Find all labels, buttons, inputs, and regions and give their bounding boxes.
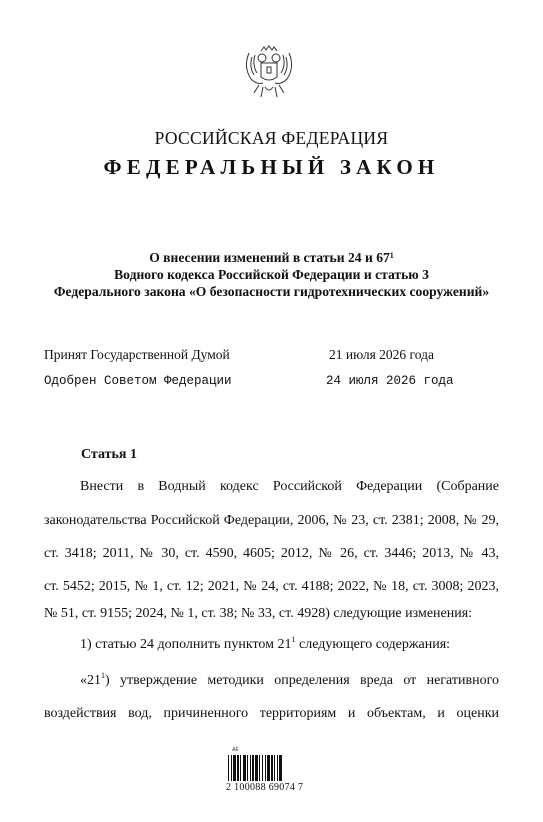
barcode-caption: АЕ <box>232 747 239 753</box>
law-title-line-3: Федерального закона «О безопасности гидротехнических сооружений» <box>53 284 490 299</box>
article-heading: Статья 1 <box>81 447 137 462</box>
quoted-clause-line-2: воздействия вод, причиненного территориям и объектам, и оценки <box>44 706 499 721</box>
item-1-text-end: следующего содержания: <box>295 637 451 652</box>
quoted-clause-line-1 <box>80 673 499 689</box>
law-title-line-1 <box>0 249 543 266</box>
article-item-1 <box>80 637 535 653</box>
law-title-superscript: 1 <box>389 251 394 260</box>
quoted-clause-number: «21 <box>80 673 101 688</box>
coat-of-arms-emblem <box>241 43 297 105</box>
item-1-text: 1) статью 24 дополнить пунктом 21 <box>80 637 292 652</box>
council-approval-date: 24 июля 2026 года <box>326 374 454 388</box>
law-title-line-2: Водного кодекса Российской Федерации и статью 3 <box>114 267 429 282</box>
law-title-line-1-text: О внесении изменений в статьи 24 и 67 <box>149 250 390 265</box>
article-paragraph-line: № 51, ст. 9155; 2024, № 1, ст. 38; № 33, ст. 4928) следующие изменения: <box>44 606 473 621</box>
council-approval-label: Одобрен Советом Федерации <box>44 374 232 388</box>
duma-adoption-date: 21 июля 2026 года <box>329 347 434 362</box>
law-type-heading: ФЕДЕРАЛЬНЫЙ ЗАКОН <box>103 155 440 179</box>
item-1-superscript: 1 <box>291 635 296 644</box>
article-paragraph-line: Внести в Водный кодекс Российской Федерации (Собрание <box>80 479 499 494</box>
document-barcode <box>228 755 301 781</box>
quoted-clause-superscript: 1 <box>101 671 105 680</box>
country-heading: РОССИЙСКАЯ ФЕДЕРАЦИЯ <box>154 128 389 148</box>
article-paragraph-line: ст. 3418; 2011, № 30, ст. 4590, 4605; 2012, № 26, ст. 3446; 2013, № 43, <box>44 546 499 561</box>
quoted-clause-text: ) утверждение методики определения вреда от негативного <box>105 673 499 688</box>
article-paragraph-line: ст. 5452; 2015, № 1, ст. 12; 2021, № 24, ст. 4188; 2022, № 18, ст. 3008; 2023, <box>44 579 499 594</box>
article-paragraph-line: законодательства Российской Федерации, 2006, № 23, ст. 2381; 2008, № 29, <box>44 513 499 528</box>
barcode-number: 2 100088 69074 7 <box>226 782 304 793</box>
duma-adoption-label: Принят Государственной Думой <box>44 347 230 362</box>
